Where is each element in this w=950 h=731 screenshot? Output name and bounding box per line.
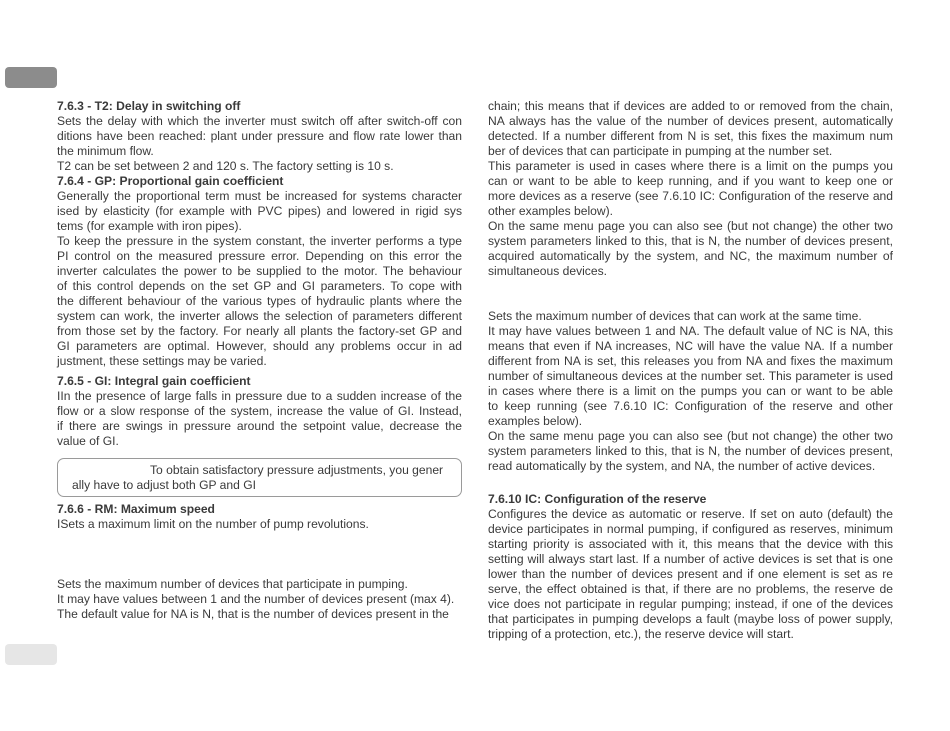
paragraph-line: detected. If a number different from N is set, this fixes the maximum num bbox=[488, 129, 893, 143]
paragraph-line: other examples below). bbox=[488, 204, 614, 218]
paragraph-line: of this control depends on the set GP and GI parameters. To cope with bbox=[57, 279, 462, 293]
paragraph-line: Sets the maximum number of devices that participate in pumping. bbox=[57, 577, 408, 591]
paragraph-line: flow or a slow response of the system, increase the value of GI. Instead, bbox=[57, 404, 462, 418]
section-heading-gp: 7.6.4 - GP: Proportional gain coefficient bbox=[57, 174, 284, 188]
paragraph-line: device participates in normal pumping, if configured as reserves, minimum bbox=[488, 522, 893, 536]
paragraph-line: from those set by the factory. For nearly all plants the factory-set GP and bbox=[57, 324, 462, 338]
paragraph-line: PI control on the measured pressure error. Depending on this error the bbox=[57, 249, 462, 263]
paragraph-line: IIn the presence of large falls in pressure due to a sudden increase of the bbox=[57, 389, 462, 403]
paragraph-line: more devices as a reserve (see 7.6.10 IC: Configuration of the reserve and bbox=[488, 189, 893, 203]
section-heading-rm: 7.6.6 - RM: Maximum speed bbox=[57, 502, 215, 516]
paragraph-line: Configures the device as automatic or reserve. If set on auto (default) the bbox=[488, 507, 893, 521]
paragraph-line: number of simultaneous devices at the number set. This parameter is used bbox=[488, 369, 893, 383]
paragraph-line: ISets a maximum limit on the number of pump revolutions. bbox=[57, 517, 369, 531]
paragraph-line: system can work, the inverter allows the selection of parameters different bbox=[57, 309, 462, 323]
paragraph-line: serve, the effect obtained is that, if there are no problems, the reserve de bbox=[488, 582, 893, 596]
paragraph-line: acquired automatically by the system, and NC, the maximum number of bbox=[488, 249, 893, 263]
paragraph-line: chain; this means that if devices are added to or removed from the chain, bbox=[488, 99, 893, 113]
paragraph-line: It may have values between 1 and NA. The default value of NC is NA, this bbox=[488, 324, 893, 338]
paragraph-line: vice does not participate in regular pumping; instead, if one of the devices bbox=[488, 597, 893, 611]
left-column bbox=[57, 99, 462, 622]
paragraph-line: if there are swings in pressure around the setpoint value, decrease the bbox=[57, 419, 462, 433]
paragraph-line: GI parameters are optimal. However, should any problems occur in ad bbox=[57, 339, 462, 353]
paragraph-line: ised by elasticity (for example with PVC pipes) and lowered in rigid sys bbox=[57, 204, 462, 218]
paragraph-line: ber of devices that can participate in pumping at the number set. bbox=[488, 144, 833, 158]
paragraph-line: The default value for NA is N, that is the number of devices present in the bbox=[57, 607, 449, 621]
paragraph-line: ditions have been reached: plant under pressure and flow rate lower than bbox=[57, 129, 462, 143]
paragraph-line: read automatically by the system, and NA, the number of active devices. bbox=[488, 459, 876, 473]
paragraph-line: value of GI. bbox=[57, 434, 119, 448]
paragraph-line: in cases where there is a limit on the pumps you can or want to be able bbox=[488, 384, 893, 398]
section-heading-t2: 7.6.3 - T2: Delay in switching off bbox=[57, 99, 241, 113]
paragraph-line: This parameter is used in cases where there is a limit on the pumps you bbox=[488, 159, 893, 173]
paragraph-line: lower than the number of devices present and if one element is set as re bbox=[488, 567, 893, 581]
paragraph-line: tems (for example with iron pipes). bbox=[57, 219, 242, 233]
paragraph-line: examples below). bbox=[488, 414, 583, 428]
page-number-tab bbox=[5, 644, 57, 665]
paragraph-line: different from NA is set, this releases you from NA and fixes the maximum bbox=[488, 354, 893, 368]
paragraph-line: Generally the proportional term must be increased for systems character bbox=[57, 189, 462, 203]
note-line: To obtain satisfactory pressure adjustments, you gener bbox=[150, 463, 444, 477]
paragraph-line: To keep the pressure in the system constant, the inverter performs a type bbox=[57, 234, 462, 248]
note-line: ally have to adjust both GP and GI bbox=[72, 478, 256, 492]
paragraph-line: NA always has the value of the number of devices present, automatically bbox=[488, 114, 893, 128]
chapter-tab bbox=[5, 67, 57, 88]
paragraph-line: T2 can be set between 2 and 120 s. The factory setting is 10 s. bbox=[57, 159, 394, 173]
paragraph-line: can or want to be able to keep running, and if you want to keep one or bbox=[488, 174, 893, 188]
paragraph-line: It may have values between 1 and the number of devices present (max 4). bbox=[57, 592, 455, 606]
paragraph-line: starting priority is associated with it, this means that the device with this bbox=[488, 537, 893, 551]
paragraph-line: means that even if NA increases, NC will have the value NA. If a number bbox=[488, 339, 893, 353]
section-heading-ic: 7.6.10 IC: Configuration of the reserve bbox=[488, 492, 707, 506]
paragraph-line: system parameters linked to this, that is N, the number of devices present, bbox=[488, 444, 893, 458]
paragraph-line: that participates in pumping develops a fault (maybe loss of power supply, bbox=[488, 612, 893, 626]
paragraph-line: system parameters linked to this, that is N, the number of devices present, bbox=[488, 234, 893, 248]
paragraph-line: the different behaviour of the various types of hydraulic plants where the bbox=[57, 294, 462, 308]
paragraph-line: On the same menu page you can also see (but not change) the other two bbox=[488, 429, 893, 443]
paragraph-line: simultaneous devices. bbox=[488, 264, 607, 278]
paragraph-line: to keep running (see 7.6.10 IC: Configuration of the reserve and other bbox=[488, 399, 893, 413]
right-column bbox=[488, 99, 893, 642]
paragraph-line: Sets the delay with which the inverter must switch off after switch-off con bbox=[57, 114, 462, 128]
paragraph-line: tripping of a protection, etc.), the reserve device will start. bbox=[488, 627, 794, 641]
paragraph-line: justment, these settings may be varied. bbox=[57, 354, 267, 368]
section-heading-gi: 7.6.5 - GI: Integral gain coefficient bbox=[57, 374, 251, 388]
paragraph-line: the minimum flow. bbox=[57, 144, 154, 158]
paragraph-line: inverter calculates the power to be supplied to the motor. The behaviour bbox=[57, 264, 462, 278]
note-box bbox=[57, 458, 462, 497]
paragraph-line: Sets the maximum number of devices that can work at the same time. bbox=[488, 309, 862, 323]
heading-gap bbox=[57, 532, 462, 577]
paragraph-line: setting will always start last. If a number of active devices is set that is one bbox=[488, 552, 893, 566]
heading-gap bbox=[488, 279, 893, 309]
paragraph-line: On the same menu page you can also see (but not change) the other two bbox=[488, 219, 893, 233]
